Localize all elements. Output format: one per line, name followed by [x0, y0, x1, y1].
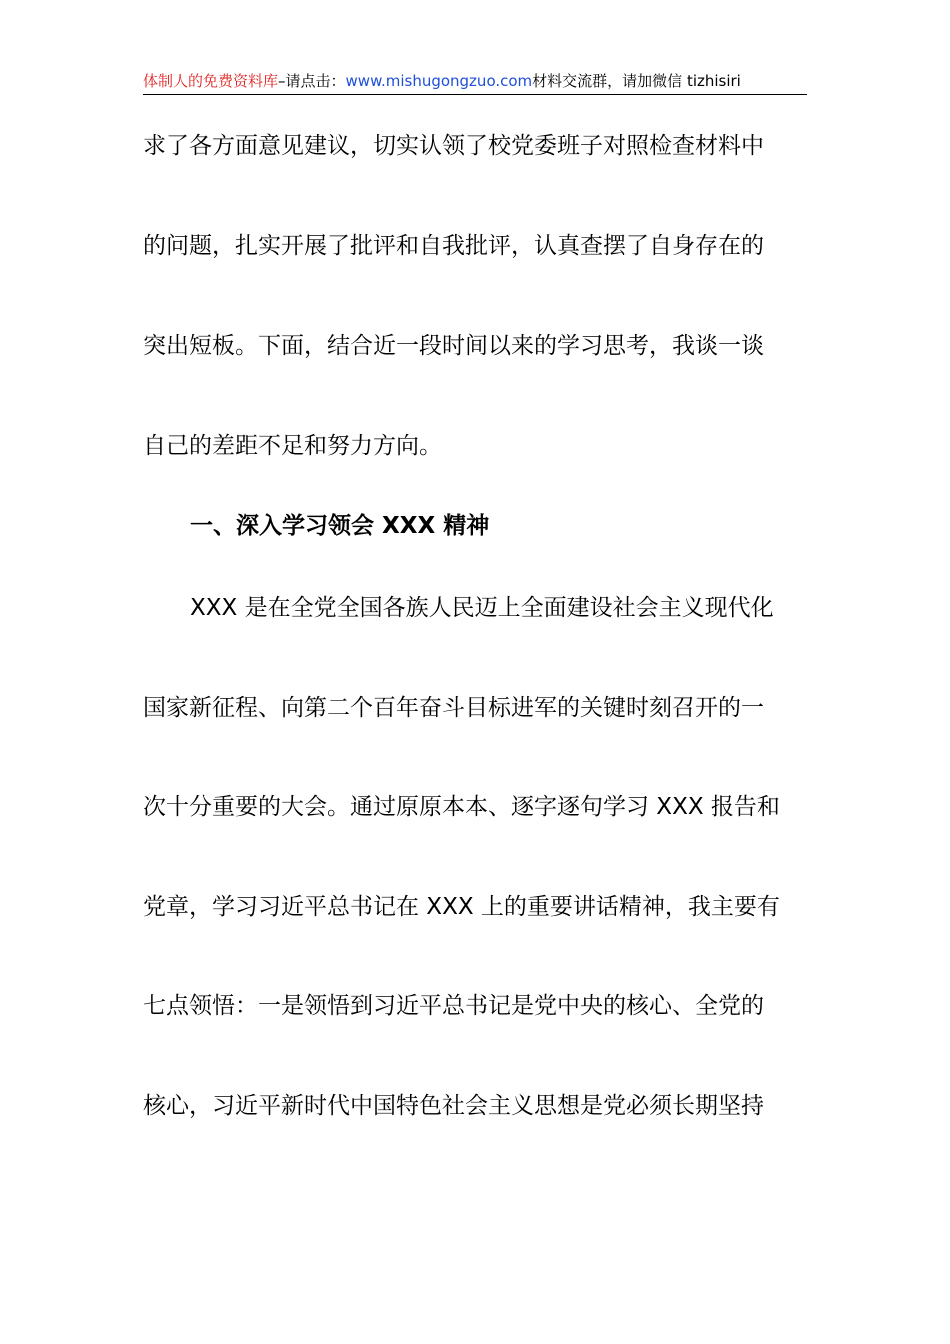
paragraph-line: 七点领悟：一是领悟到习近平总书记是党中央的核心、全党的 [143, 993, 764, 1019]
paragraph-line: 求了各方面意见建议，切实认领了校党委班子对照检查材料中 [143, 133, 764, 159]
paragraph-line: 的问题，扎实开展了批评和自我批评，认真查摆了自身存在的 [143, 233, 764, 259]
paragraph-line: 核心，习近平新时代中国特色社会主义思想是党必须长期坚持 [143, 1093, 764, 1119]
page-header [143, 70, 807, 95]
paragraph-line: 国家新征程、向第二个百年奋斗目标进军的关键时刻召开的一 [143, 695, 764, 721]
paragraph-line: 自己的差距不足和努力方向。 [143, 433, 442, 459]
header-brand: 体制人的免费资料库 [143, 72, 279, 90]
paragraph-line: 突出短板。下面，结合近一段时间以来的学习思考，我谈一谈 [143, 333, 764, 359]
header-contact: 材料交流群，请加微信 tizhisiri [532, 72, 741, 90]
section-heading: 一、深入学习领会 XXX 精神 [190, 513, 490, 539]
paragraph-line: 次十分重要的大会。通过原原本本、逐字逐句学习 XXX 报告和 [143, 794, 780, 820]
header-link[interactable]: www.mishugongzuo.com [345, 72, 533, 90]
header-prompt: –请点击： [278, 72, 346, 90]
paragraph-line: 党章，学习习近平总书记在 XXX 上的重要讲话精神，我主要有 [143, 894, 780, 920]
paragraph-line: XXX 是在全党全国各族人民迈上全面建设社会主义现代化 [190, 595, 774, 621]
